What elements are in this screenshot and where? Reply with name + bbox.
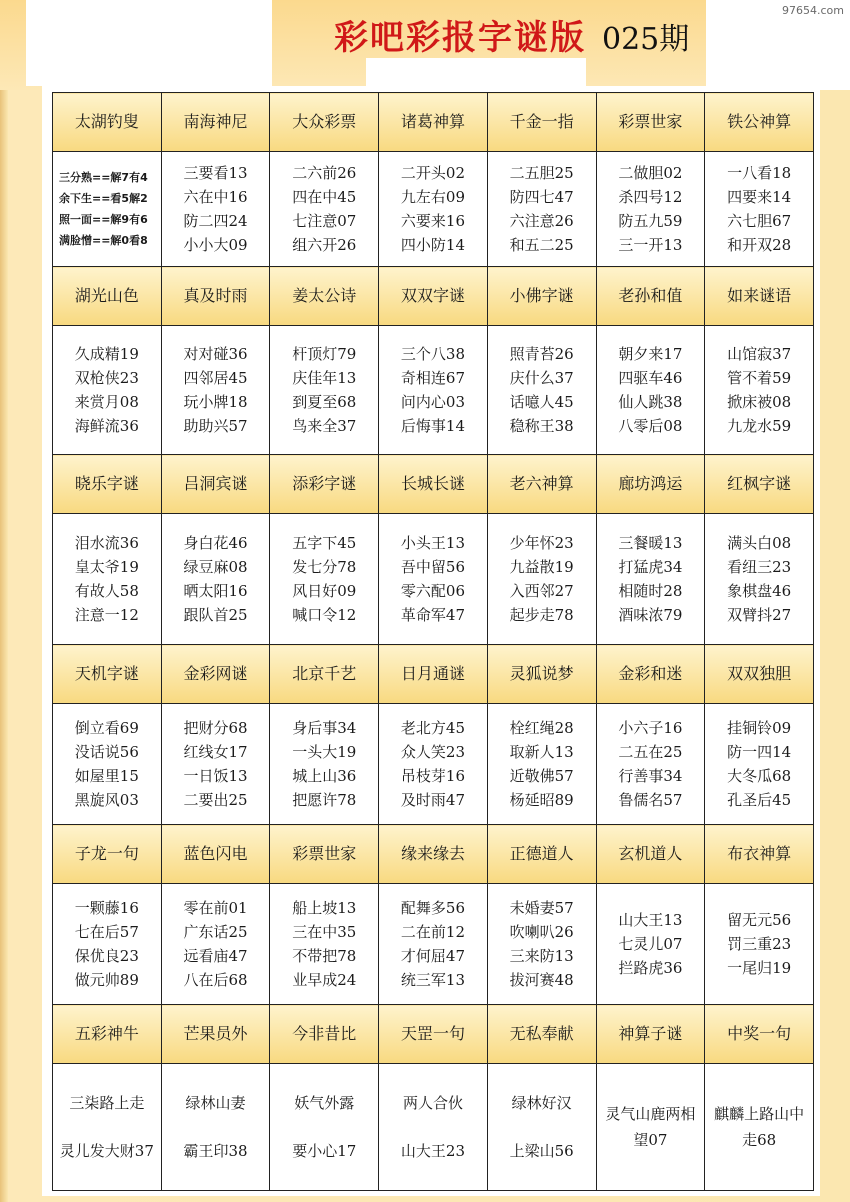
column-header: 神算子谜	[596, 1005, 705, 1064]
column-header: 红枫字谜	[705, 455, 814, 514]
header-row	[53, 93, 814, 152]
riddle-line: 满脸憎==解0看8	[59, 234, 148, 247]
column-header: 芒果员外	[161, 1005, 270, 1064]
line-gap	[488, 1115, 596, 1139]
riddle-line: 山大王23	[400, 1142, 465, 1160]
column-header: 五彩神牛	[53, 1005, 162, 1064]
riddle-line: 大冬瓜68	[727, 767, 792, 785]
riddle-cell	[596, 704, 705, 825]
riddle-line: 三一开13	[618, 236, 683, 254]
riddle-line: 才何屈47	[400, 947, 465, 965]
left-edge-decoration	[0, 90, 8, 1202]
riddle-cell	[596, 152, 705, 267]
riddle-line: 奇相连67	[400, 369, 465, 387]
riddle-line: 两人合伙	[402, 1094, 463, 1112]
riddle-line: 身后事34	[292, 719, 357, 737]
riddle-line: 统三军13	[400, 971, 465, 989]
riddle-line: 朝夕来17	[618, 345, 683, 363]
riddle-line: 绿林山妻	[185, 1094, 246, 1112]
riddle-line: 组六开26	[292, 236, 357, 254]
riddle-cell	[270, 514, 379, 645]
riddle-line: 杨延昭89	[509, 791, 574, 809]
riddle-cell	[161, 1064, 270, 1191]
riddle-line: 灵儿发大财37	[59, 1142, 154, 1160]
column-header: 子龙一句	[53, 825, 162, 884]
riddle-cell	[53, 152, 162, 267]
riddle-cell	[596, 326, 705, 455]
riddle-line: 三来防13	[509, 947, 574, 965]
riddle-line: 话噫人45	[509, 393, 574, 411]
column-header: 铁公神算	[705, 93, 814, 152]
riddle-line: 革命军47	[400, 606, 465, 624]
column-header: 缘来缘去	[379, 825, 488, 884]
riddle-cell	[379, 704, 488, 825]
column-header: 布衣神算	[705, 825, 814, 884]
column-header: 南海神尼	[161, 93, 270, 152]
riddle-line: 照青苔26	[509, 345, 574, 363]
line-gap	[379, 1115, 487, 1139]
riddle-line: 把愿许78	[292, 791, 357, 809]
riddle-line: 三个八38	[400, 345, 465, 363]
riddle-line: 三柒路上走	[69, 1094, 145, 1112]
riddle-line: 船上坡13	[292, 899, 357, 917]
riddle-cell	[270, 326, 379, 455]
riddle-line: 一尾归19	[727, 959, 792, 977]
riddle-line: 防二四24	[183, 212, 248, 230]
riddle-line: 倒立看69	[74, 719, 139, 737]
riddle-line: 双枪侠23	[74, 369, 139, 387]
riddle-line: 九益散19	[509, 558, 574, 576]
riddle-cell	[161, 704, 270, 825]
riddle-line: 二开头02	[400, 164, 465, 182]
riddle-cell	[270, 704, 379, 825]
riddle-line: 防一四14	[727, 743, 792, 761]
riddle-line: 灵气山鹿两相望07	[605, 1105, 696, 1149]
riddle-line: 六要来16	[400, 212, 465, 230]
riddle-line: 近敬佛57	[509, 767, 574, 785]
riddle-line: 象棋盘46	[727, 582, 792, 600]
riddle-line: 防五九59	[618, 212, 683, 230]
riddle-cell	[487, 1064, 596, 1191]
riddle-line: 挂铜铃09	[727, 719, 792, 737]
riddle-line: 四小防14	[400, 236, 465, 254]
riddle-line: 要小心17	[292, 1142, 357, 1160]
riddle-line: 三分熟==解7有4	[59, 171, 148, 184]
riddle-line: 满头白08	[727, 534, 792, 552]
riddle-line: 妖气外露	[294, 1094, 355, 1112]
column-header: 彩票世家	[270, 825, 379, 884]
riddle-line: 和开双28	[727, 236, 792, 254]
riddle-line: 行善事34	[618, 767, 683, 785]
riddle-cell	[705, 514, 814, 645]
content-row	[53, 704, 814, 825]
riddle-line: 拔河赛48	[509, 971, 574, 989]
riddle-cell	[53, 514, 162, 645]
riddle-line: 二六前26	[292, 164, 357, 182]
riddle-line: 稳称王38	[509, 417, 574, 435]
riddle-cell	[705, 326, 814, 455]
riddle-line: 一颗藤16	[74, 899, 139, 917]
riddle-cell	[487, 326, 596, 455]
column-header: 天机字谜	[53, 645, 162, 704]
riddle-cell	[705, 1064, 814, 1191]
column-header: 中奖一句	[705, 1005, 814, 1064]
riddle-line: 罚三重23	[727, 935, 792, 953]
riddle-line: 众人笑23	[400, 743, 465, 761]
riddle-line: 孔圣后45	[727, 791, 792, 809]
riddle-line: 七灵儿07	[618, 935, 683, 953]
riddle-line: 打猛虎34	[618, 558, 683, 576]
riddle-cell	[53, 704, 162, 825]
column-header: 姜太公诗	[270, 267, 379, 326]
column-header: 正德道人	[487, 825, 596, 884]
riddle-line: 五字下45	[292, 534, 357, 552]
riddle-line: 鸟来全37	[292, 417, 357, 435]
riddle-line: 杆顶灯79	[292, 345, 357, 363]
riddle-cell	[270, 152, 379, 267]
column-header: 湖光山色	[53, 267, 162, 326]
riddle-line: 广东话25	[183, 923, 248, 941]
riddle-line: 拦路虎36	[618, 959, 683, 977]
riddle-line: 皇太爷19	[74, 558, 139, 576]
riddle-cell	[487, 514, 596, 645]
content-row	[53, 514, 814, 645]
riddle-line: 久成精19	[74, 345, 139, 363]
column-header: 晓乐字谜	[53, 455, 162, 514]
riddle-line: 霸王印38	[183, 1142, 248, 1160]
riddle-line: 海鲜流36	[74, 417, 139, 435]
column-header: 大众彩票	[270, 93, 379, 152]
riddle-line: 起步走78	[509, 606, 574, 624]
riddle-line: 零在前01	[183, 899, 248, 917]
riddle-line: 防四七47	[509, 188, 574, 206]
riddle-line: 麒麟上路山中走68	[714, 1105, 805, 1149]
riddle-line: 相随时28	[618, 582, 683, 600]
riddle-line: 身白花46	[183, 534, 248, 552]
riddle-line: 入西邻27	[509, 582, 574, 600]
blank-panel-center	[366, 58, 586, 88]
column-header: 双双独胆	[705, 645, 814, 704]
title-text: 彩吧彩报字谜版	[334, 18, 586, 58]
column-header: 金彩网谜	[161, 645, 270, 704]
riddle-cell	[379, 1064, 488, 1191]
header-row	[53, 267, 814, 326]
riddle-line: 七在后57	[74, 923, 139, 941]
column-header: 蓝色闪电	[161, 825, 270, 884]
line-gap	[53, 1115, 161, 1139]
riddle-cell	[53, 326, 162, 455]
column-header: 彩票世家	[596, 93, 705, 152]
riddle-line: 助助兴57	[183, 417, 248, 435]
riddle-line: 山馆寂37	[727, 345, 792, 363]
riddle-line: 杀四号12	[618, 188, 683, 206]
column-header: 长城长谜	[379, 455, 488, 514]
riddle-line: 和五二25	[509, 236, 574, 254]
riddle-line: 一日饭13	[183, 767, 248, 785]
riddle-line: 二五在25	[618, 743, 683, 761]
riddle-line: 二在前12	[400, 923, 465, 941]
riddle-line: 绿林好汉	[511, 1094, 572, 1112]
riddle-line: 九左右09	[400, 188, 465, 206]
riddle-line: 黑旋风03	[74, 791, 139, 809]
riddle-line: 二要出25	[183, 791, 248, 809]
riddle-line: 吊枝芽16	[400, 767, 465, 785]
riddle-line: 泪水流36	[74, 534, 139, 552]
riddle-line: 掀床被08	[727, 393, 792, 411]
blank-panel-right	[706, 0, 850, 90]
blank-panel-left	[26, 0, 272, 86]
riddle-cell	[379, 884, 488, 1005]
riddle-cell	[270, 1064, 379, 1191]
riddle-line: 照一面==解9有6	[59, 213, 148, 226]
riddle-line: 保优良23	[74, 947, 139, 965]
column-header: 北京千艺	[270, 645, 379, 704]
line-gap	[270, 1115, 378, 1139]
column-header: 无私奉献	[487, 1005, 596, 1064]
riddle-cell	[487, 884, 596, 1005]
header-row	[53, 455, 814, 514]
riddle-line: 栓红绳28	[509, 719, 574, 737]
riddle-line: 管不着59	[727, 369, 792, 387]
column-header: 玄机道人	[596, 825, 705, 884]
column-header: 灵狐说梦	[487, 645, 596, 704]
riddle-cell	[705, 152, 814, 267]
riddle-cell	[53, 884, 162, 1005]
riddle-line: 六在中16	[183, 188, 248, 206]
riddle-line: 二五胆25	[509, 164, 574, 182]
column-header: 双双字谜	[379, 267, 488, 326]
riddle-cell	[270, 884, 379, 1005]
riddle-line: 四在中45	[292, 188, 357, 206]
riddle-line: 后悔事14	[400, 417, 465, 435]
riddle-line: 绿豆麻08	[183, 558, 248, 576]
riddle-line: 酒味浓79	[618, 606, 683, 624]
riddle-line: 不带把78	[292, 947, 357, 965]
riddle-line: 八零后08	[618, 417, 683, 435]
riddle-line: 做元帅89	[74, 971, 139, 989]
riddle-line: 跟队首25	[183, 606, 248, 624]
riddle-line: 有故人58	[74, 582, 139, 600]
riddle-line: 发七分78	[292, 558, 357, 576]
column-header: 老六神算	[487, 455, 596, 514]
column-header: 金彩和迷	[596, 645, 705, 704]
riddle-line: 问内心03	[400, 393, 465, 411]
riddle-line: 风日好09	[292, 582, 357, 600]
riddle-line: 如屋里15	[74, 767, 139, 785]
riddle-cell	[379, 514, 488, 645]
riddle-line: 小头王13	[400, 534, 465, 552]
riddle-line: 小小大09	[183, 236, 248, 254]
column-header: 廊坊鸿运	[596, 455, 705, 514]
column-header: 真及时雨	[161, 267, 270, 326]
riddle-line: 鲁儒名57	[618, 791, 683, 809]
riddle-line: 取新人13	[509, 743, 574, 761]
column-header: 小佛字谜	[487, 267, 596, 326]
column-header: 吕洞宾谜	[161, 455, 270, 514]
riddle-line: 六七胆67	[727, 212, 792, 230]
riddle-cell	[379, 152, 488, 267]
column-header: 如来谜语	[705, 267, 814, 326]
riddle-line: 一头大19	[292, 743, 357, 761]
site-watermark: 97654.com	[782, 4, 844, 17]
riddle-line: 九龙水59	[727, 417, 792, 435]
riddle-line: 仙人跳38	[618, 393, 683, 411]
line-gap	[162, 1115, 270, 1139]
riddle-cell	[161, 514, 270, 645]
page-title	[334, 10, 689, 59]
riddle-line: 零六配06	[400, 582, 465, 600]
column-header: 诸葛神算	[379, 93, 488, 152]
riddle-line: 小六子16	[618, 719, 683, 737]
riddle-line: 玩小牌18	[183, 393, 248, 411]
riddle-line: 留无元56	[727, 911, 792, 929]
riddle-line: 上梁山56	[509, 1142, 574, 1160]
riddle-line: 喊口令12	[292, 606, 357, 624]
riddle-line: 对对碰36	[183, 345, 248, 363]
riddle-line: 城上山36	[292, 767, 357, 785]
riddle-line: 及时雨47	[400, 791, 465, 809]
riddle-line: 余下生==看5解2	[59, 192, 148, 205]
riddle-line: 红线女17	[183, 743, 248, 761]
riddle-line: 晒太阳16	[183, 582, 248, 600]
riddle-line: 三在中35	[292, 923, 357, 941]
riddle-cell	[596, 1064, 705, 1191]
riddle-cell	[487, 704, 596, 825]
riddle-line: 二做胆02	[618, 164, 683, 182]
riddle-line: 注意一12	[74, 606, 139, 624]
riddle-line: 少年怀23	[509, 534, 574, 552]
riddle-cell	[379, 326, 488, 455]
content-row	[53, 152, 814, 267]
riddle-cell	[161, 152, 270, 267]
riddle-line: 四要来14	[727, 188, 792, 206]
riddle-line: 配舞多56	[400, 899, 465, 917]
riddle-cell	[596, 514, 705, 645]
content-row	[53, 1064, 814, 1191]
content-row	[53, 326, 814, 455]
riddle-line: 八在后68	[183, 971, 248, 989]
header-row	[53, 1005, 814, 1064]
riddle-line: 三要看13	[183, 164, 248, 182]
riddle-line: 吹喇叭26	[509, 923, 574, 941]
header-row	[53, 825, 814, 884]
riddle-line: 四邻居45	[183, 369, 248, 387]
riddle-line: 双臂抖27	[727, 606, 792, 624]
riddle-line: 远看庙47	[183, 947, 248, 965]
riddle-cell	[705, 704, 814, 825]
column-header: 太湖钓叟	[53, 93, 162, 152]
column-header: 老孙和值	[596, 267, 705, 326]
issue-number: 025期	[602, 22, 690, 57]
riddle-line: 一八看18	[727, 164, 792, 182]
riddle-cell	[161, 884, 270, 1005]
riddle-cell	[53, 1064, 162, 1191]
riddle-cell	[596, 884, 705, 1005]
riddle-line: 六注意26	[509, 212, 574, 230]
riddle-line: 老北方45	[400, 719, 465, 737]
riddle-line: 到夏至68	[292, 393, 357, 411]
riddle-line: 七注意07	[292, 212, 357, 230]
riddle-line: 把财分68	[183, 719, 248, 737]
riddle-cell	[487, 152, 596, 267]
column-header: 日月通谜	[379, 645, 488, 704]
column-header: 天罡一句	[379, 1005, 488, 1064]
riddle-table	[52, 92, 814, 1191]
riddle-line: 吾中留56	[400, 558, 465, 576]
riddle-cell	[705, 884, 814, 1005]
riddle-line: 三餐暖13	[618, 534, 683, 552]
content-row	[53, 884, 814, 1005]
riddle-cell	[161, 326, 270, 455]
column-header: 千金一指	[487, 93, 596, 152]
riddle-line: 庆什么37	[509, 369, 574, 387]
riddle-line: 业早成24	[292, 971, 357, 989]
riddle-line: 四驱车46	[618, 369, 683, 387]
riddle-line: 没话说56	[74, 743, 139, 761]
column-header: 添彩字谜	[270, 455, 379, 514]
riddle-line: 来赏月08	[74, 393, 139, 411]
riddle-line: 山大王13	[618, 911, 683, 929]
riddle-line: 未婚妻57	[509, 899, 574, 917]
riddle-line: 庆佳年13	[292, 369, 357, 387]
riddle-line: 看纽三23	[727, 558, 792, 576]
header-row	[53, 645, 814, 704]
column-header: 今非昔比	[270, 1005, 379, 1064]
